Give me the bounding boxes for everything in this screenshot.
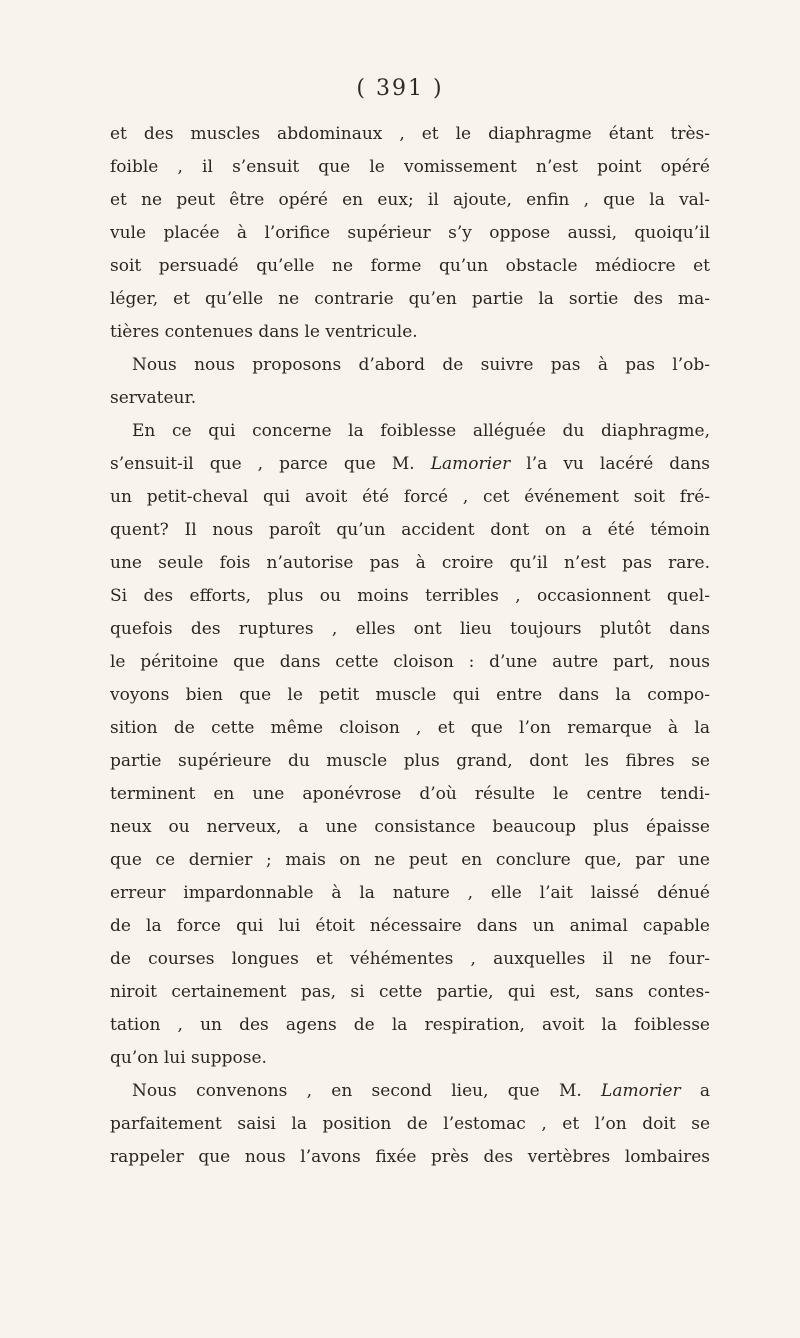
text-segment: l’a vu lacéré dans: [510, 454, 710, 474]
text-line: quent? Il nous paroît qu’un accident dont on a été témoin: [110, 520, 710, 540]
text-line: et des muscles abdominaux , et le diaphragme étant très-: [110, 124, 710, 144]
text-line: [110, 448, 710, 481]
text-line: [110, 1075, 710, 1108]
text-line: En ce qui concerne la foiblesse alléguée du diaphragme,: [132, 421, 710, 441]
text-line: de courses longues et véhémentes , auxquelles il ne four-: [110, 949, 710, 969]
text-line: terminent en une aponévrose d’où résulte le centre tendi-: [110, 784, 710, 804]
text-line: erreur impardonnable à la nature , elle l’ait laissé dénué: [110, 883, 710, 903]
text-line: servateur.: [110, 388, 197, 408]
text-line: Si des efforts, plus ou moins terribles , occasionnent quel-: [110, 586, 710, 606]
text-segment: s’ensuit-il que , parce que M.: [110, 454, 431, 474]
text-line: rappeler que nous l’avons fixée près des vertèbres lombaires: [110, 1147, 710, 1167]
text-line: léger, et qu’elle ne contrarie qu’en partie la sortie des ma-: [110, 289, 710, 309]
body-text: [110, 118, 710, 1174]
text-line: vule placée à l’orifice supérieur s’y oppose aussi, quoiqu’il: [110, 223, 710, 243]
text-line: foible , il s’ensuit que le vomissement n’est point opéré: [110, 157, 710, 177]
text-line: de la force qui lui étoit nécessaire dans un animal capable: [110, 916, 710, 936]
text-line: qu’on lui suppose.: [110, 1048, 267, 1068]
page-number: ( 391 ): [356, 76, 444, 101]
person-name: Lamorier: [601, 1081, 681, 1101]
text-line: tières contenues dans le ventricule.: [110, 322, 418, 342]
text-line: partie supérieure du muscle plus grand, dont les fibres se: [110, 751, 710, 771]
text-line: parfaitement saisi la position de l’estomac , et l’on doit se: [110, 1114, 710, 1134]
text-segment: Nous convenons , en second lieu, que M.: [132, 1081, 602, 1101]
text-segment: a: [680, 1081, 710, 1101]
text-line: sition de cette même cloison , et que l’on remarque à la: [110, 718, 710, 738]
text-line: un petit-cheval qui avoit été forcé , cet événement soit fré-: [110, 487, 710, 507]
text-line: une seule fois n’autorise pas à croire qu’il n’est pas rare.: [110, 553, 710, 573]
person-name: Lamorier: [430, 454, 511, 474]
text-line: neux ou nerveux, a une consistance beaucoup plus épaisse: [110, 817, 710, 837]
text-line: et ne peut être opéré en eux; il ajoute, enfin , que la val-: [110, 190, 710, 210]
text-line: tation , un des agens de la respiration, avoit la foiblesse: [110, 1015, 710, 1035]
text-line: niroit certainement pas, si cette partie, qui est, sans contes-: [110, 982, 710, 1002]
text-line: le péritoine que dans cette cloison : d’une autre part, nous: [110, 652, 710, 672]
text-line: soit persuadé qu’elle ne forme qu’un obstacle médiocre et: [110, 256, 710, 276]
text-line: Nous nous proposons d’abord de suivre pas à pas l’ob-: [132, 355, 710, 375]
text-line: que ce dernier ; mais on ne peut en conclure que, par une: [110, 850, 710, 870]
text-line: quefois des ruptures , elles ont lieu toujours plutôt dans: [110, 619, 710, 639]
text-line: voyons bien que le petit muscle qui entre dans la compo-: [110, 685, 710, 705]
